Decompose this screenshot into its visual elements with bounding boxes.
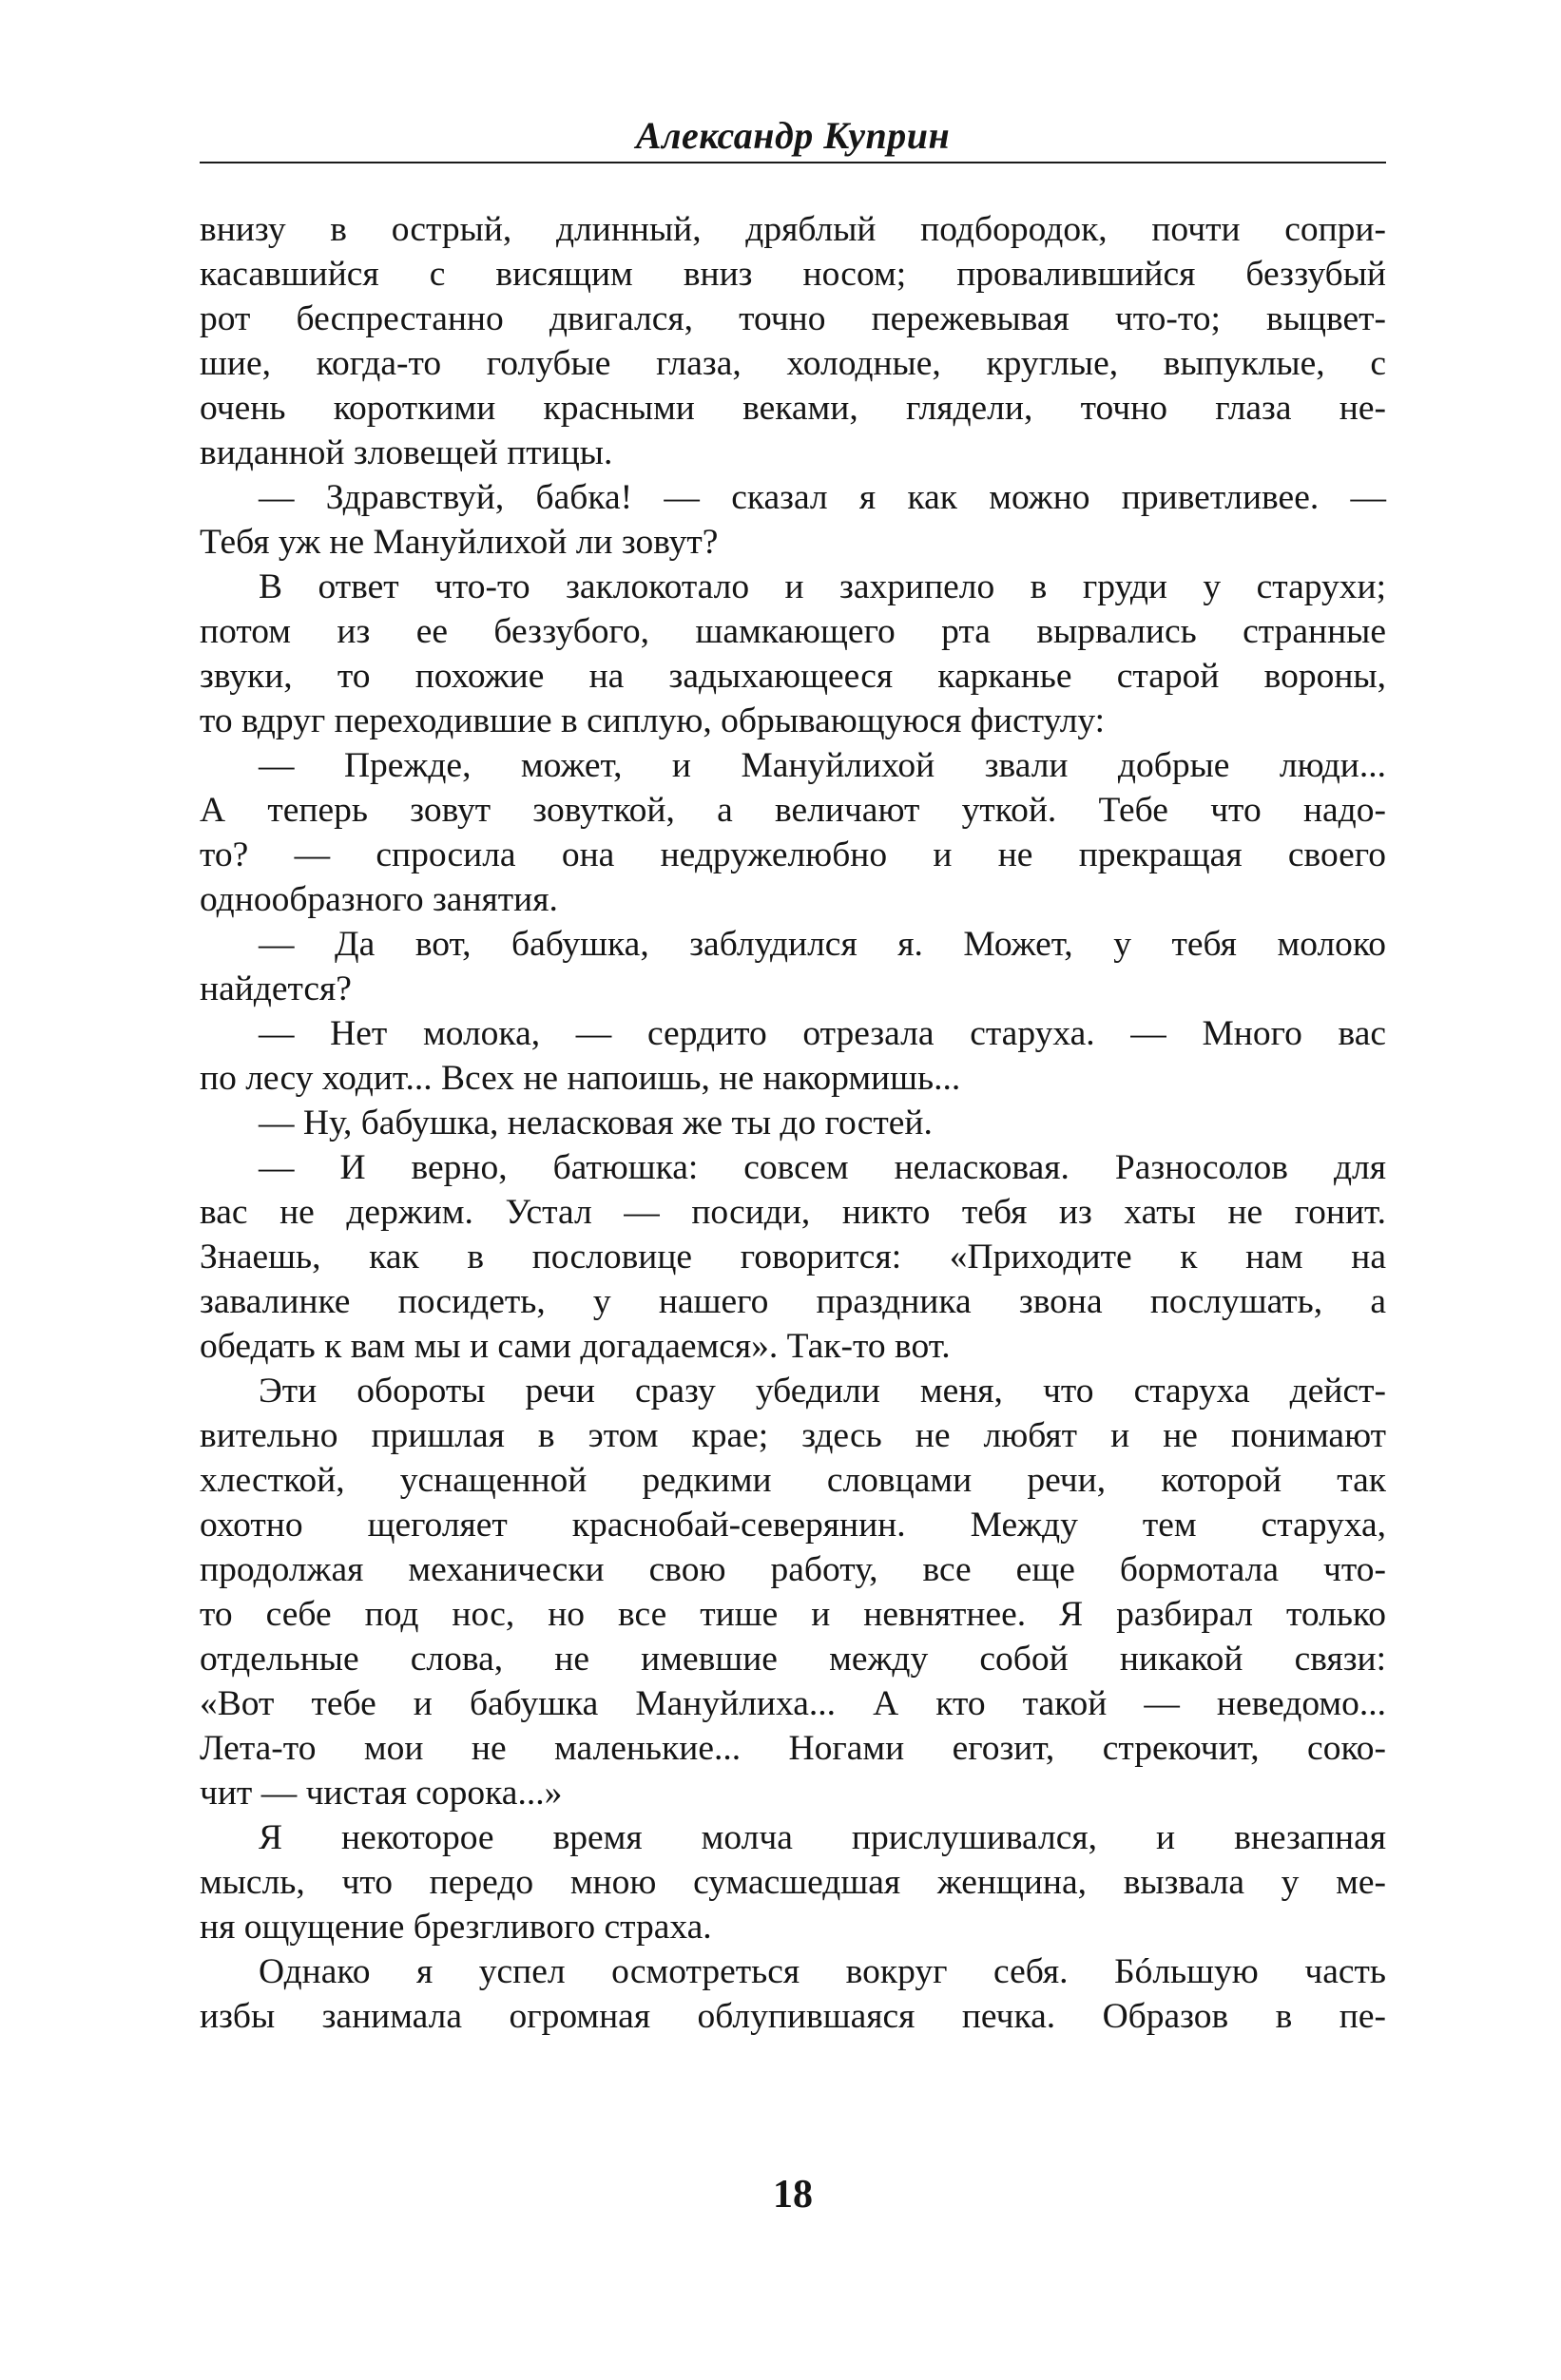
text-line: то себе под нос, но все тише и невнятнее. Я разбирал только [200,1595,1386,1634]
text-line: очень короткими красными веками, глядели, точно глаза не- [200,389,1386,428]
text-line: вительно пришлая в этом крае; здесь не любят и не понимают [200,1416,1386,1455]
text-line: потом из ее беззубого, шамкающего рта вырвались странные [200,612,1386,651]
text-line: шие, когда-то голубые глаза, холодные, круглые, выпуклые, с [200,344,1386,383]
text-line: обедать к вам мы и сами догадаемся». Так-то вот. [200,1327,951,1366]
text-line: — И верно, батюшка: совсем неласковая. Разносолов для [259,1148,1386,1187]
text-line: — Нет молока, — сердито отрезала старуха. — Много вас [259,1014,1386,1053]
text-line: — Да вот, бабушка, заблудился я. Может, у тебя молоко [259,925,1386,964]
text-line: Тебя уж не Мануйлихой ли зовут? [200,523,719,562]
text-line: А теперь зовут зовуткой, а величают уткой. Тебе что надо- [200,791,1386,830]
text-line: то? — спросила она недружелюбно и не прекращая своего [200,835,1386,874]
text-line: касавшийся с висящим вниз носом; провалившийся беззубый [200,255,1386,294]
text-line: Однако я успел осмотреться вокруг себя. Бóльшую часть [259,1952,1386,1991]
text-line: «Вот тебе и бабушка Мануйлиха... А кто такой — неведомо... [200,1684,1386,1723]
body-text [200,207,1386,2039]
text-line: чит — чистая сорока...» [200,1774,563,1813]
text-line: найдется? [200,969,352,1008]
text-line: Лета-то мои не маленькие... Ногами егозит, стрекочит, соко- [200,1729,1386,1768]
text-line: — Прежде, может, и Мануйлихой звали добрые люди... [259,746,1386,785]
text-line: то вдруг переходившие в сиплую, обрывающуюся фистулу: [200,701,1106,740]
text-line: хлесткой, уснащенной редкими словцами речи, которой так [200,1461,1386,1500]
text-line: — Здравствуй, бабка! — сказал я как можно приветливее. — [259,478,1386,517]
text-line: звуки, то похожие на задыхающееся карканье старой вороны, [200,657,1386,696]
text-line: продолжая механически свою работу, все еще бормотала что- [200,1550,1386,1589]
text-line: рот беспрестанно двигался, точно пережевывая что-то; выцвет- [200,299,1386,338]
text-line: избы занимала огромная облупившаяся печка. Образов в пе- [200,1997,1386,2036]
text-line: ня ощущение брезгливого страха. [200,1908,712,1947]
header-rule [200,162,1386,163]
text-line: мысль, что передо мною сумасшедшая женщина, вызвала у ме- [200,1863,1386,1902]
text-line: по лесу ходит... Всех не напоишь, не накормишь... [200,1059,961,1098]
text-line: отдельные слова, не имевшие между собой никакой связи: [200,1640,1386,1679]
running-head: Александр Куприн [635,114,951,157]
text-line: В ответ что-то заклокотало и захрипело в груди у старухи; [259,567,1386,606]
text-line: Знаешь, как в пословице говорится: «Приходите к нам на [200,1238,1386,1276]
text-line: Я некоторое время молча прислушивался, и внезапная [259,1818,1386,1857]
text-line: — Ну, бабушка, неласковая же ты до гостей. [259,1104,933,1142]
text-line: однообразного занятия. [200,880,558,919]
text-line: охотно щеголяет краснобай-северянин. Между тем старуха, [200,1506,1386,1545]
text-line: виданной зловещей птицы. [200,433,613,472]
text-line: вас не держим. Устал — посиди, никто тебя из хаты не гонит. [200,1193,1386,1232]
text-line: завалинке посидеть, у нашего праздника звона послушать, а [200,1282,1386,1321]
text-line: внизу в острый, длинный, дряблый подбородок, почти сопри- [200,210,1386,249]
text-line: Эти обороты речи сразу убедили меня, что старуха дейст- [259,1372,1386,1411]
page-number: 18 [773,2173,813,2217]
